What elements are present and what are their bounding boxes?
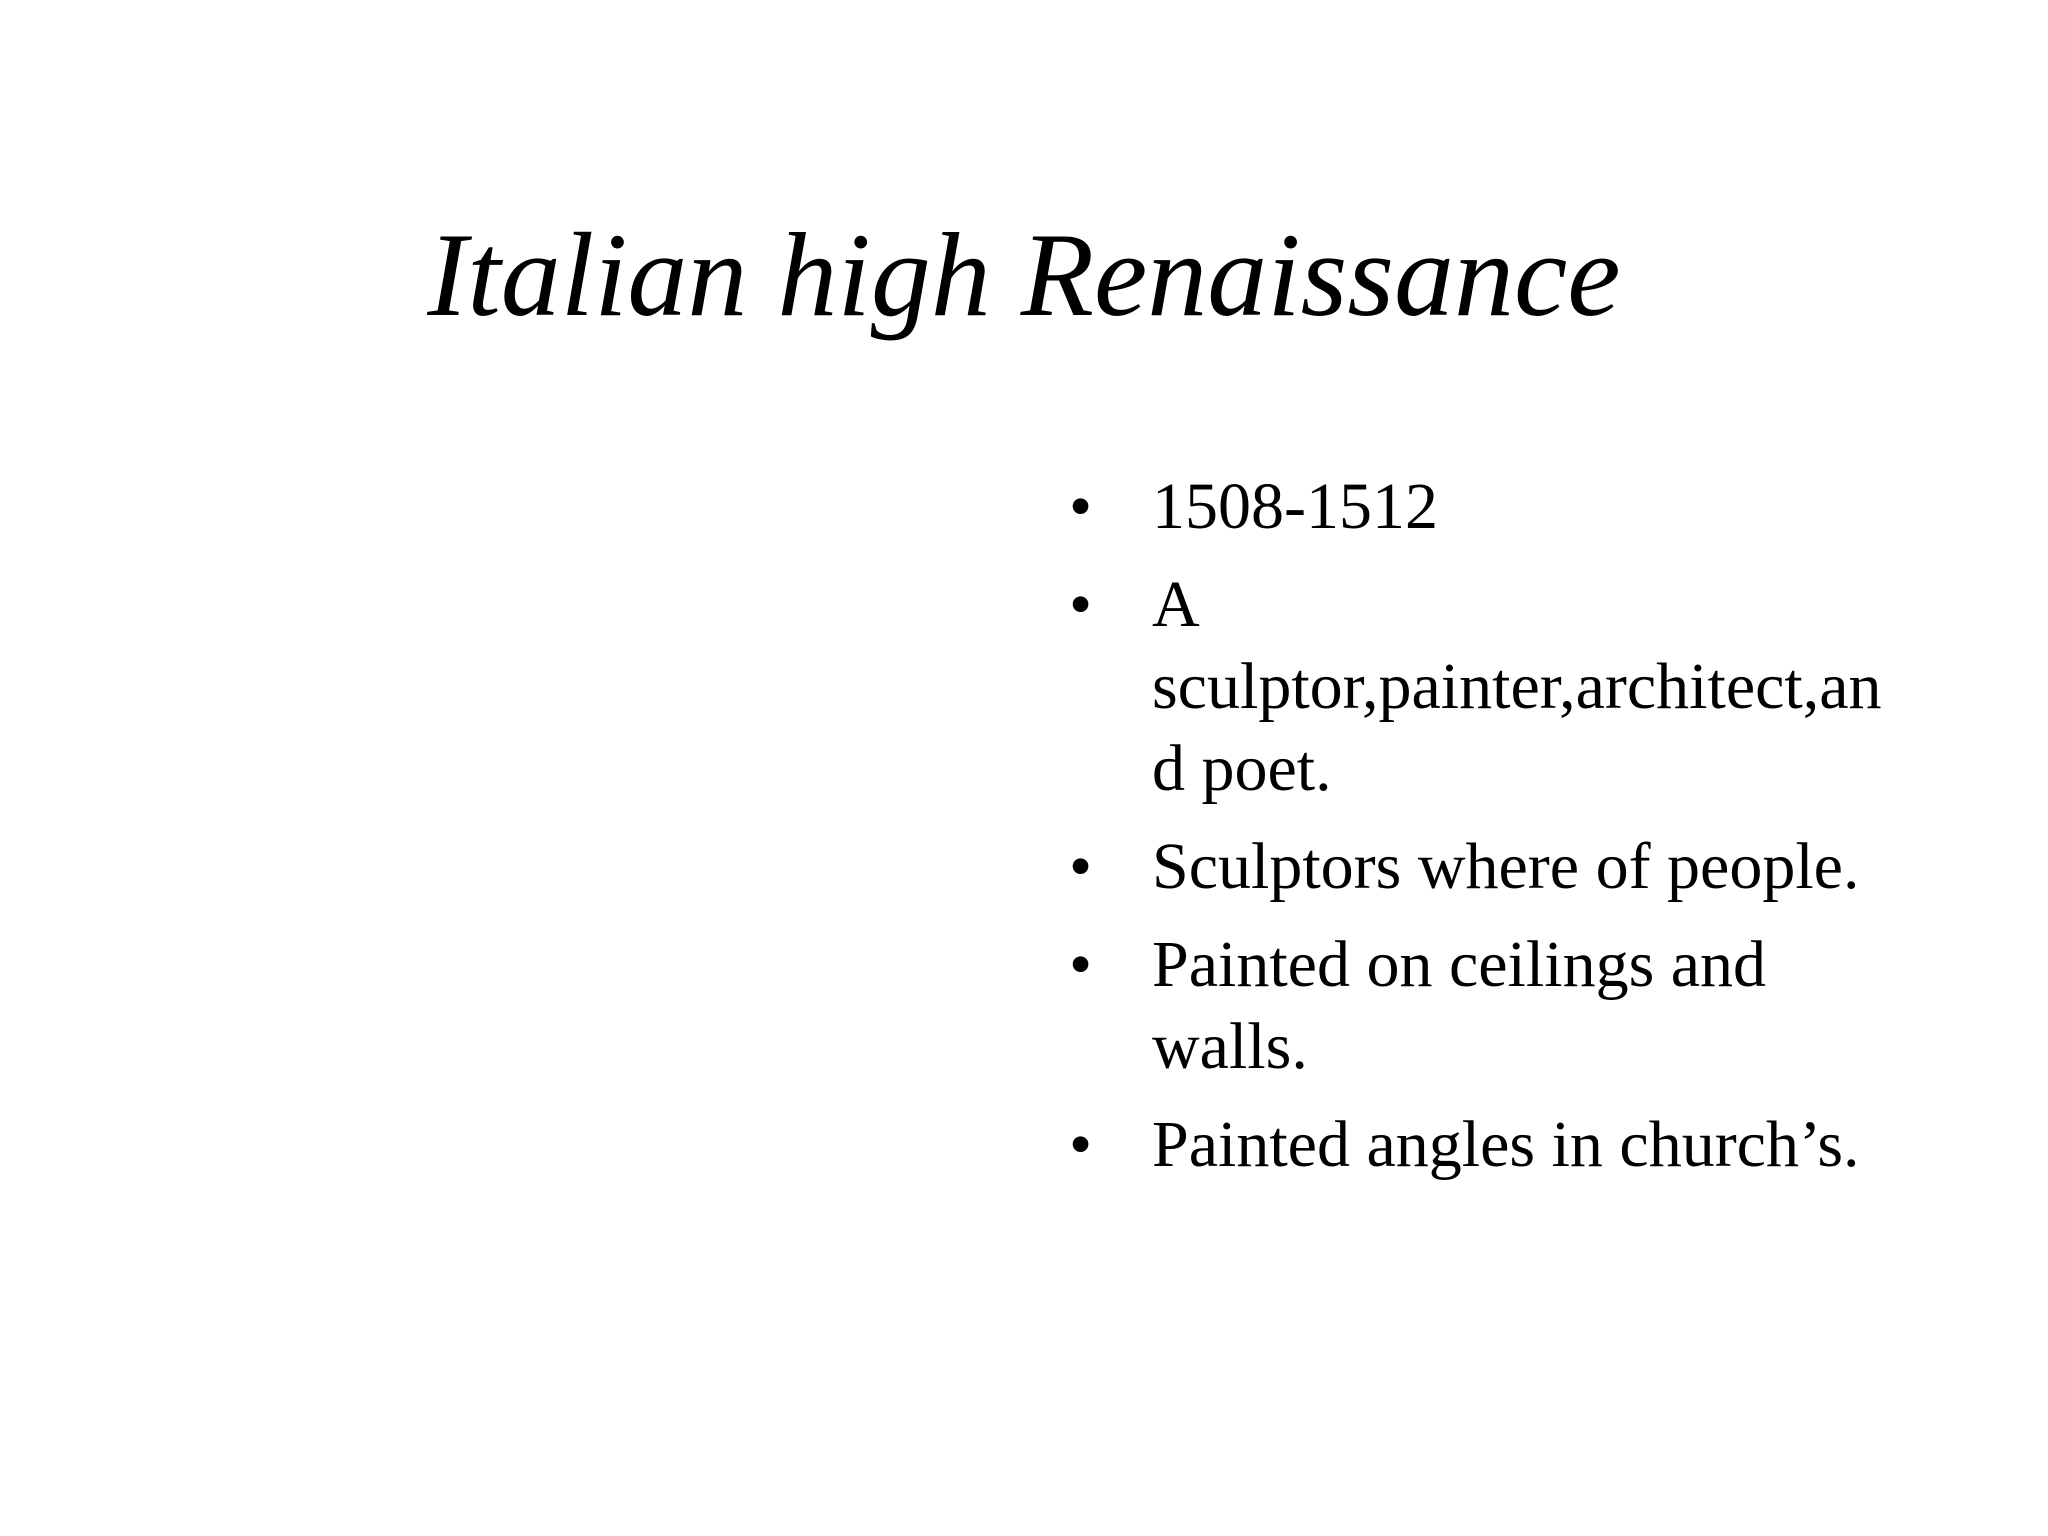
bullet-icon: • — [1069, 470, 1093, 543]
bullet-item — [1069, 826, 1899, 908]
bullet-list — [1069, 466, 1899, 1202]
bullet-text: A sculptor,painter,architect,and poet. — [1152, 568, 1882, 805]
bullet-item — [1069, 466, 1899, 548]
bullet-text: Painted on ceilings and walls. — [1152, 928, 1767, 1083]
bullet-icon: • — [1069, 830, 1093, 903]
slide-title: Italian high Renaissance — [427, 208, 1621, 341]
bullet-item — [1069, 1104, 1899, 1186]
bullet-text: 1508-1512 — [1152, 470, 1438, 543]
bullet-icon: • — [1069, 568, 1093, 641]
bullet-text: Painted angles in church’s. — [1152, 1108, 1860, 1181]
bullet-item — [1069, 564, 1899, 810]
bullet-text: Sculptors where of people. — [1152, 830, 1860, 903]
bullet-item — [1069, 924, 1899, 1088]
bullet-icon: • — [1069, 1108, 1093, 1181]
bullet-icon: • — [1069, 928, 1093, 1001]
